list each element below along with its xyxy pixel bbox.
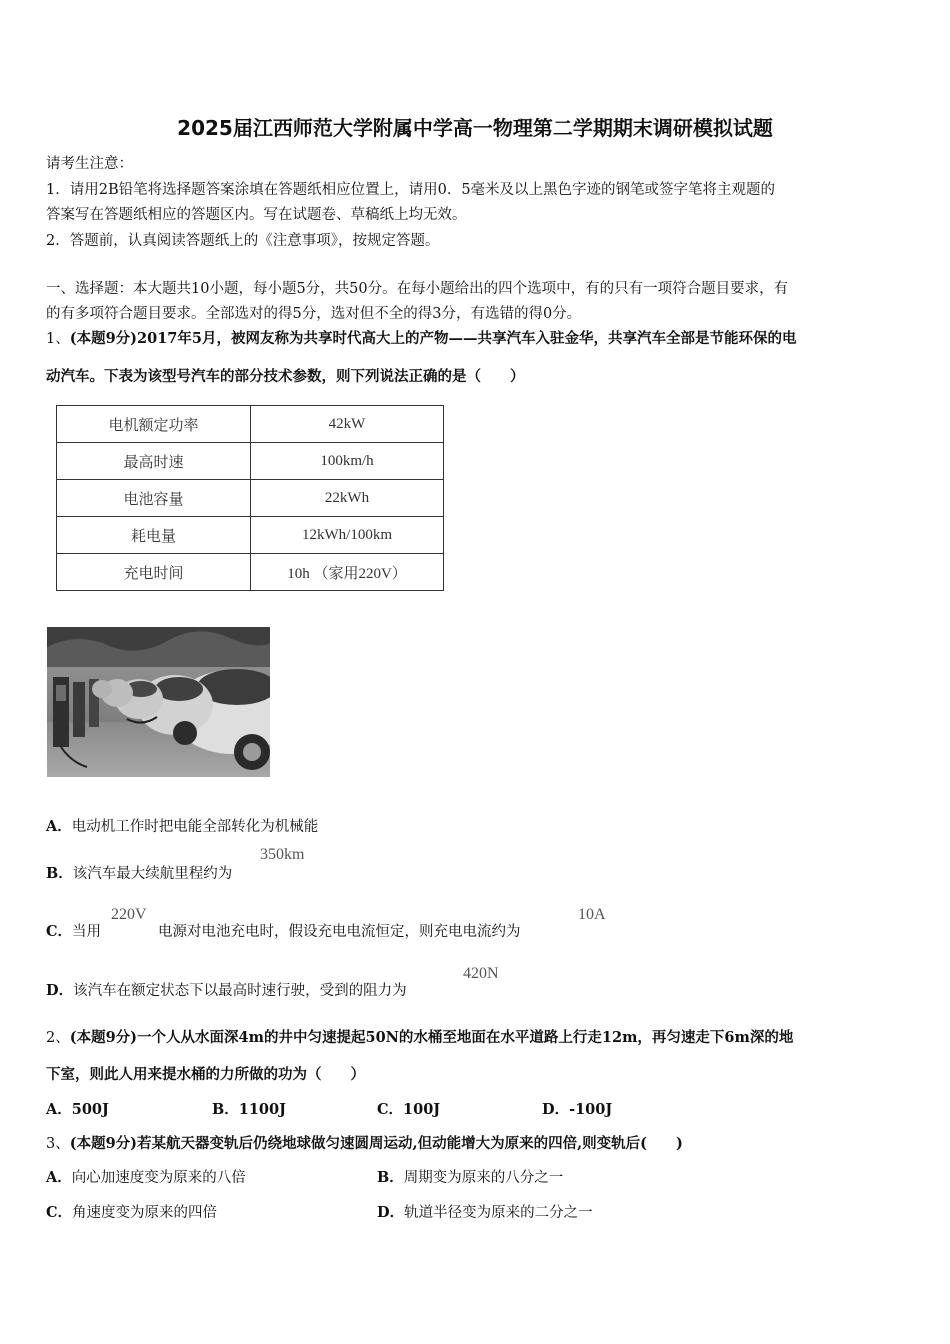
table-cell-label: 耗电量	[57, 517, 251, 554]
q3-option-d-text: 轨道半径变为原来的二分之一	[404, 1205, 593, 1221]
q1-line-2: 动汽车。下表为该型号汽车的部分技术参数，则下列说法正确的是（ ）	[46, 368, 525, 385]
table-cell-value: 12kWh/100km	[251, 517, 444, 554]
q1-option-d-letter: D．	[46, 982, 74, 999]
q3-option-a-text: 向心加速度变为原来的八倍	[71, 1170, 246, 1186]
q3-option-c-text: 角速度变为原来的四倍	[72, 1205, 218, 1221]
q2-line-2: 下室，则此人用来提水桶的力所做的功为（ ）	[46, 1066, 365, 1083]
q1-option-c-pre: 当用	[72, 924, 102, 940]
q1-option-d-formula: 420N	[463, 965, 499, 982]
q3-option-a-letter: A．	[46, 1169, 72, 1186]
q1-line-1	[46, 327, 906, 348]
notice-item-1-line-2: 答案写在答题纸相应的答题区内。写在试题卷、草稿纸上均无效。	[46, 207, 467, 223]
q1-option-b-formula: 350km	[260, 846, 305, 863]
q3-option-c	[46, 1201, 217, 1222]
q3-option-d	[377, 1201, 593, 1222]
q1-option-a-letter: A．	[46, 818, 72, 835]
q3-option-b-text: 周期变为原来的八分之一	[403, 1170, 564, 1186]
q2-option-b: B．1100J	[212, 1101, 286, 1118]
q2-option-d: D．-100J	[542, 1101, 613, 1118]
notice-item-1-line-1: 1．请用2B铅笔将选择题答案涂填在答题纸相应位置上，请用0．5毫米及以上黑色字迹的钢笔或签字笔将主观题的	[46, 182, 776, 198]
q3-number: 3、	[46, 1136, 70, 1152]
q3-option-b-letter: B．	[377, 1169, 404, 1186]
q2-option-c: C．100J	[377, 1101, 441, 1118]
q1-option-c-formula-2: 10A	[578, 906, 606, 923]
notice-item-2: 2．答题前，认真阅读答题纸上的《注意事项》，按规定答题。	[46, 233, 440, 249]
q2-number: 2、	[46, 1030, 70, 1046]
q1-option-a	[46, 815, 318, 836]
q2-line-1	[46, 1026, 906, 1047]
q2-option-a: A．500J	[46, 1101, 109, 1118]
table-cell-label: 最高时速	[57, 443, 251, 480]
table-cell-label: 电机额定功率	[57, 406, 251, 443]
q3-line-1	[46, 1132, 906, 1153]
q1-option-b-letter: B．	[46, 865, 73, 882]
q1-option-d	[46, 979, 407, 1000]
q1-number: 1、	[46, 331, 70, 347]
table-row	[57, 443, 444, 480]
q1-option-a-text: 电动机工作时把电能全部转化为机械能	[71, 819, 319, 835]
q1-option-b-text: 该汽车最大续航里程约为	[72, 866, 233, 882]
q3-option-c-letter: C．	[46, 1204, 73, 1221]
q1-option-d-text: 该汽车在额定状态下以最高时速行驶，受到的阻力为	[73, 983, 407, 999]
q1-option-c-formula-1: 220V	[111, 906, 147, 923]
q1-stem-1: (本题9分)2017年5月，被网友称为共享时代高大上的产物——共享汽车入驻金华，共享汽车全部是节能环保的电	[69, 330, 797, 347]
table-row	[57, 554, 444, 591]
q3-stem-1: (本题9分)若某航天器变轨后仍绕地球做匀速圆周运动,但动能增大为原来的四倍,则变轨后( )	[69, 1135, 683, 1152]
q1-option-b	[46, 862, 232, 883]
q1-option-c-mid: 电源对电池充电时，假设充电电流恒定，则充电电流约为	[158, 924, 521, 940]
page-title: 2025届江西师范大学附属中学高一物理第二学期期末调研模拟试题	[177, 116, 773, 140]
spec-table	[56, 405, 444, 591]
table-row	[57, 480, 444, 517]
charging-cars-photo	[47, 627, 270, 777]
table-cell-value: 42kW	[251, 406, 444, 443]
table-cell-label: 充电时间	[57, 554, 251, 591]
charging-cars-illustration	[47, 627, 270, 777]
q3-option-d-letter: D．	[377, 1204, 405, 1221]
table-cell-value: 100km/h	[251, 443, 444, 480]
q1-option-c	[46, 920, 101, 941]
table-row	[57, 406, 444, 443]
table-cell-value: 22kWh	[251, 480, 444, 517]
q3-option-b	[377, 1166, 563, 1187]
q2-stem-1: (本题9分)一个人从水面深4m的井中匀速提起50N的水桶至地面在水平道路上行走12m，再匀速走下6m深的地	[69, 1029, 794, 1046]
table-cell-value: 10h （家用220V）	[251, 554, 444, 591]
table-row	[57, 517, 444, 554]
q3-option-a	[46, 1166, 246, 1187]
section-instructions-line-2: 的有多项符合题目要求。全部选对的得5分，选对但不全的得3分，有选错的得0分。	[46, 306, 582, 322]
table-cell-label: 电池容量	[57, 480, 251, 517]
notice-heading: 请考生注意：	[46, 156, 133, 172]
q1-option-c-letter: C．	[46, 923, 73, 940]
section-instructions-line-1: 一、选择题：本大题共10小题，每小题5分，共50分。在每小题给出的四个选项中，有的只有一项符合题目要求，有	[46, 281, 789, 297]
